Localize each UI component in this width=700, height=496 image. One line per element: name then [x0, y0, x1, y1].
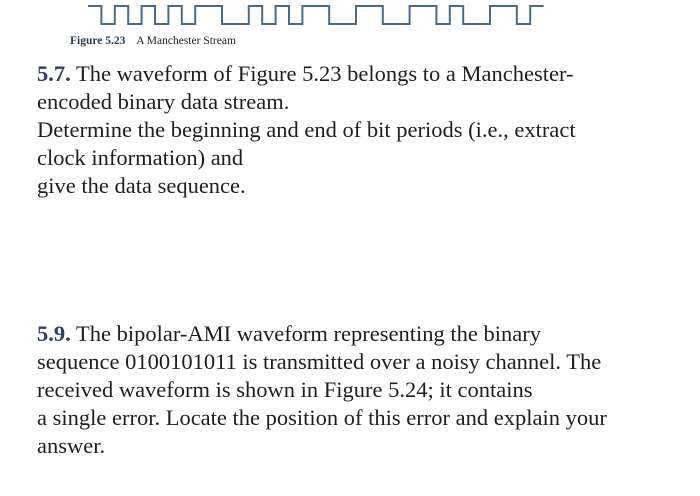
- problem-text: The bipolar-AMI waveform representing the binary: [70, 321, 541, 346]
- problem-line: clock information) and: [37, 145, 244, 170]
- problem-line: a single error. Locate the position of this error and explain your: [37, 405, 607, 430]
- problem-5-7: [37, 60, 687, 200]
- figure-number: Figure 5.23: [70, 35, 126, 47]
- problem-number: 5.7.: [37, 61, 71, 86]
- problem-line: received waveform is shown in Figure 5.24; it contains: [37, 377, 533, 402]
- figure-title: A Manchester Stream: [136, 35, 236, 47]
- problem-line: [37, 60, 687, 88]
- problem-text: The waveform of Figure 5.23 belongs to a Manchester-: [70, 61, 574, 86]
- problem-line: sequence 0100101011 is transmitted over a noisy channel. The: [37, 349, 602, 374]
- problem-5-9: [37, 320, 687, 460]
- problem-number: 5.9.: [37, 321, 71, 346]
- figure-caption: [70, 35, 236, 47]
- waveform-trace: [88, 6, 544, 24]
- problem-line: encoded binary data stream.: [37, 89, 290, 114]
- problem-line: give the data sequence.: [37, 173, 246, 198]
- problem-line: Determine the beginning and end of bit periods (i.e., extract: [37, 117, 576, 142]
- manchester-waveform: [62, 0, 562, 30]
- problem-line: [37, 320, 687, 348]
- problem-line: answer.: [37, 433, 106, 458]
